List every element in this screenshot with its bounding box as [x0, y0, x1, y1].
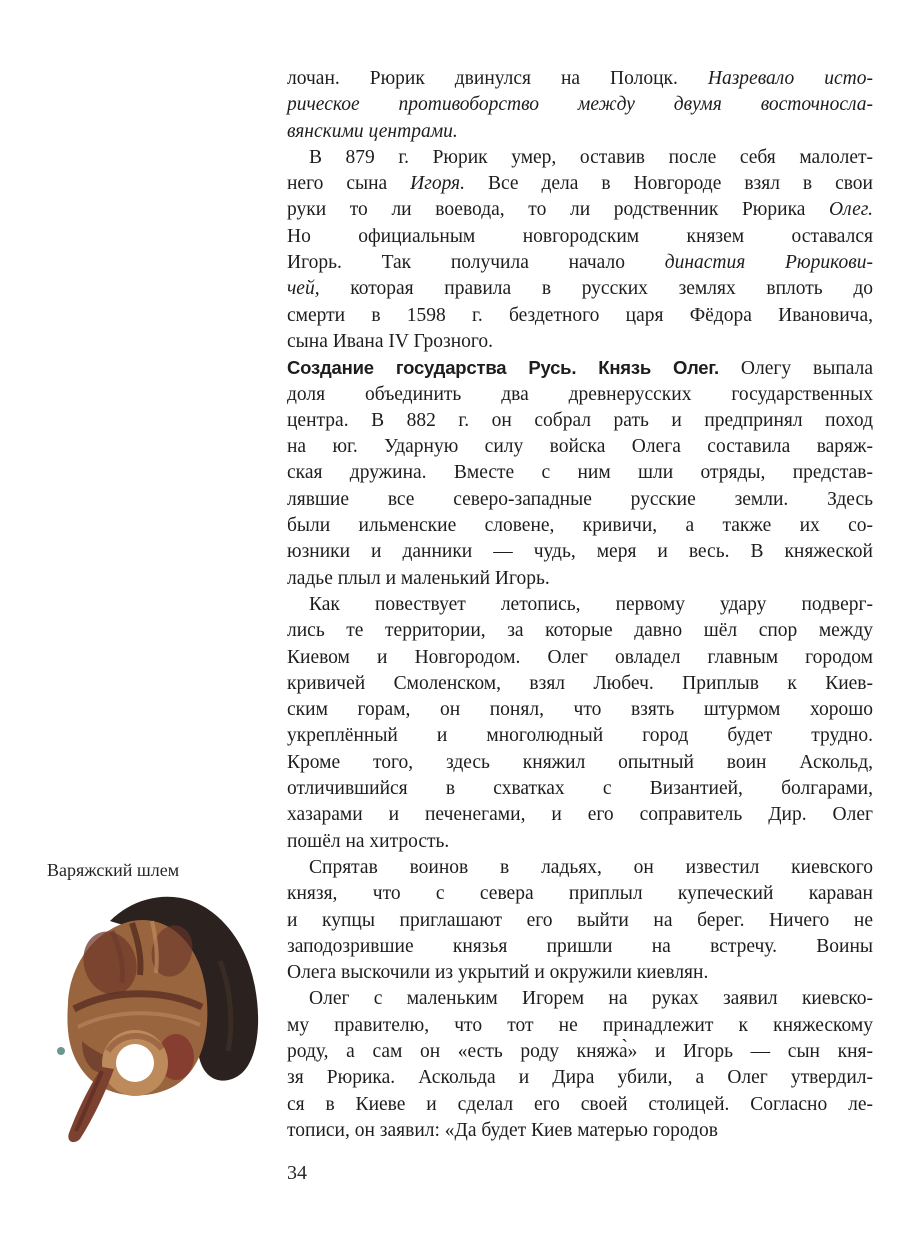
text-segment: князя, что с севера приплыл купеческий караван	[287, 883, 873, 905]
text-line	[287, 408, 873, 434]
text-line	[287, 513, 873, 539]
text-line	[287, 487, 873, 513]
text-segment: Кроме того, здесь княжил опытный воин Аскольд,	[287, 751, 873, 773]
text-segment: Как повествует летопись, первому удару подверг-	[309, 593, 873, 615]
text-line	[287, 908, 873, 934]
text-segment: заподозрившие князья пришли на встречу. Воины	[287, 935, 873, 957]
text-segment: Но официальным новгородским князем оставался	[287, 225, 873, 247]
text-line	[287, 1118, 873, 1144]
text-segment: Игорь. Так получила начало	[287, 252, 665, 274]
text-line	[287, 723, 873, 749]
text-segment: ская дружина. Вместе с ним шли отряды, представ-	[287, 462, 873, 484]
text-segment: Игоря.	[410, 173, 465, 195]
text-segment: Олег.	[829, 199, 873, 221]
text-segment: династия Рюрикови-	[664, 252, 873, 274]
text-line	[287, 1039, 873, 1065]
text-segment: В 879 г. Рюрик умер, оставив после себя малолет-	[309, 146, 873, 168]
text-segment: рическое противоборство между двумя восточносла-	[287, 94, 873, 116]
text-segment: и купцы приглашают его выйти на берег. Ничего не	[287, 909, 873, 931]
figure-caption: Варяжский шлем	[47, 860, 180, 880]
text-segment: руки то ли воевода, то ли родственник Рюрика	[287, 199, 830, 221]
text-line	[287, 802, 873, 828]
text-segment: которая правила в русских землях вплоть до	[319, 278, 873, 300]
text-line	[287, 697, 873, 723]
text-line	[287, 303, 873, 329]
text-segment: лись те территории, за которые давно шёл спор между	[287, 620, 873, 642]
helmet-figure	[52, 891, 272, 1146]
text-line	[287, 539, 873, 565]
text-line	[287, 66, 873, 92]
text-segment: центра. В 882 г. он собрал рать и предпринял поход	[287, 409, 873, 431]
text-segment: Олега выскочили из укрытий и окружили киевлян.	[287, 962, 709, 984]
text-line	[287, 750, 873, 776]
text-segment: ся в Киеве и сделал его своей столицей. Согласно ле-	[287, 1093, 873, 1115]
text-segment: смерти в 1598 г. бездетного царя Фёдора Ивановича,	[287, 304, 873, 326]
text-segment: вянскими центрами.	[287, 120, 458, 142]
text-line	[287, 618, 873, 644]
text-segment: укреплённый и многолюдный город будет трудно.	[287, 725, 873, 747]
text-line	[287, 434, 873, 460]
text-line	[287, 329, 873, 355]
text-column	[287, 66, 873, 1144]
text-segment: сына Ивана IV Грозного.	[287, 330, 494, 352]
text-segment: зя Рюрика. Аскольда и Дира убили, а Олег утвердил-	[287, 1067, 873, 1089]
text-segment: Киевом и Новгородом. Олег овладел главным городом	[287, 646, 873, 668]
text-segment: тописи, он заявил: «Да будет Киев матерью городов	[287, 1119, 718, 1141]
text-segment: Все дела в Новгороде взял в свои	[465, 173, 873, 195]
text-segment: кривичей Смоленском, взял Любеч. Приплыв к Киев-	[287, 672, 873, 694]
text-line	[287, 250, 873, 276]
text-line	[287, 197, 873, 223]
helmet-photo	[52, 891, 272, 1146]
text-line	[287, 382, 873, 408]
text-segment: Назревало исто-	[707, 68, 873, 89]
text-line	[287, 171, 873, 197]
text-segment: лявшие все северо-западные русские земли. Здесь	[287, 488, 873, 510]
text-line	[287, 1013, 873, 1039]
text-line	[287, 934, 873, 960]
text-segment: на юг. Ударную силу войска Олега составила варяж-	[287, 436, 873, 458]
text-segment: Олег с маленьким Игорем на руках заявил киевско-	[309, 988, 873, 1010]
text-line	[287, 460, 873, 486]
page-number: 34	[287, 1162, 307, 1184]
text-segment: роду, а сам он «есть роду княжа̀» и Игорь — сын кня-	[287, 1040, 873, 1062]
text-segment: отличившийся в схватках с Византией, болгарами,	[287, 778, 873, 800]
text-line	[287, 1092, 873, 1118]
text-line	[287, 145, 873, 171]
text-segment: пошёл на хитрость.	[287, 830, 450, 852]
text-line	[287, 829, 873, 855]
text-line	[287, 224, 873, 250]
text-line	[287, 566, 873, 592]
text-line	[287, 592, 873, 618]
text-line	[287, 855, 873, 881]
text-segment: хазарами и печенегами, и его соправитель Дир. Олег	[287, 804, 873, 826]
text-line	[287, 671, 873, 697]
text-segment: чей,	[287, 278, 320, 300]
text-segment: ским горам, он понял, что взять штурмом хорошо	[287, 699, 873, 721]
text-segment: юзники и данники — чудь, меря и весь. В княжеской	[287, 541, 873, 563]
text-segment: были ильменские словене, кривичи, а также их со-	[287, 515, 873, 537]
text-line	[287, 92, 873, 118]
text-line	[287, 881, 873, 907]
text-line	[287, 960, 873, 986]
text-segment: лочан. Рюрик двинулся на Полоцк.	[287, 68, 708, 89]
text-line	[287, 355, 873, 381]
text-segment: него сына	[287, 173, 411, 195]
text-segment: Олегу выпала	[740, 358, 873, 380]
text-line	[287, 119, 873, 145]
text-line	[287, 276, 873, 302]
text-segment: доля объединить два древнерусских государственных	[287, 383, 873, 405]
text-line	[287, 776, 873, 802]
text-line	[287, 645, 873, 671]
text-segment: му правителю, что тот не принадлежит к княжескому	[287, 1014, 873, 1036]
text-segment: ладье плыл и маленький Игорь.	[287, 567, 550, 589]
text-segment: Создание государства Русь. Князь Олег.	[287, 357, 741, 379]
text-line	[287, 986, 873, 1012]
text-line	[287, 1065, 873, 1091]
text-segment: Спрятав воинов в ладьях, он известил киевского	[309, 856, 873, 878]
